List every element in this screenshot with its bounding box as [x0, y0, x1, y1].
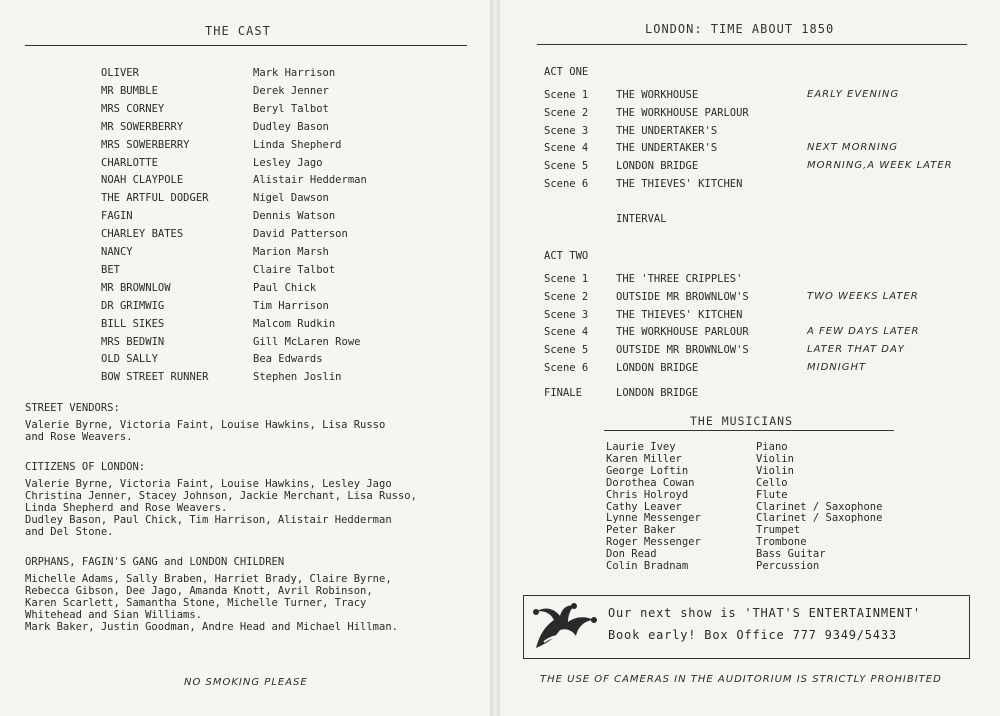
- cast-role: BOW STREET RUNNER: [101, 371, 209, 384]
- cast-actor: Beryl Talbot: [253, 102, 329, 115]
- cast-actor: David Patterson: [253, 228, 348, 241]
- cast-role: DR GRIMWIG: [101, 299, 165, 312]
- act-two-label: ACT TWO: [544, 250, 589, 262]
- musician-name: Chris Holroyd: [606, 488, 689, 501]
- cast-role: THE ARTFUL DODGER: [101, 192, 209, 205]
- cast-role: OLIVER: [101, 67, 139, 79]
- setting-title-rule: [537, 44, 967, 45]
- cast-actor: Mark Harrison: [253, 67, 336, 79]
- setting-title: LONDON: TIME ABOUT 1850: [645, 22, 835, 36]
- page-fold: [490, 0, 500, 716]
- scene-place: THE THIEVES' KITCHEN: [616, 308, 743, 321]
- musician-name: Dorothea Cowan: [606, 476, 695, 489]
- citizens-heading: CITIZENS OF LONDON:: [25, 461, 146, 473]
- cast-role: MR BUMBLE: [101, 84, 158, 97]
- cast-actor: Claire Talbot: [253, 263, 336, 276]
- left-page: [0, 0, 490, 716]
- musician-name: Roger Messenger: [606, 536, 701, 549]
- cast-role: MR SOWERBERRY: [101, 120, 184, 133]
- musicians-title: THE MUSICIANS: [690, 414, 794, 428]
- cast-actor: Alistair Hedderman: [253, 174, 367, 187]
- cast-actor: Marion Marsh: [253, 246, 329, 258]
- jester-hat-icon: [530, 602, 600, 652]
- cast-actor: Bea Edwards: [253, 353, 323, 366]
- musician-name: Laurie Ivey: [606, 441, 676, 453]
- musician-instrument: Bass Guitar: [756, 548, 826, 561]
- cast-role: NOAH CLAYPOLE: [101, 174, 184, 187]
- scene-scene: Scene 2: [544, 106, 589, 119]
- cast-role: MR BROWNLOW: [101, 281, 171, 294]
- cast-role: MRS SOWERBERRY: [101, 138, 190, 151]
- cast-actor: Dudley Bason: [253, 120, 329, 133]
- scene-place: THE 'THREE CRIPPLES': [616, 273, 743, 285]
- musician-name: George Loftin: [606, 464, 689, 477]
- next-show-line: Our next show is 'THAT'S ENTERTAINMENT': [608, 606, 921, 620]
- musician-instrument: Trumpet: [756, 524, 801, 537]
- musician-instrument: Cello: [756, 476, 788, 489]
- cast-actor: Gill McLaren Rowe: [253, 335, 361, 348]
- cast-actor: Linda Shepherd: [253, 138, 342, 151]
- act-one-label: ACT ONE: [544, 66, 589, 78]
- musician-instrument: Clarinet / Saxophone: [756, 512, 883, 525]
- cast-role: CHARLOTTE: [101, 156, 158, 169]
- scene-time: MORNING,A WEEK LATER: [807, 160, 953, 172]
- scene-scene: Scene 5: [544, 344, 589, 357]
- camera-notice: THE USE OF CAMERAS IN THE AUDITORIUM IS STRICTLY PROHIBITED: [540, 674, 942, 685]
- scene-scene: Scene 6: [544, 178, 589, 190]
- musician-name: Peter Baker: [606, 524, 676, 537]
- scene-place: THE UNDERTAKER'S: [616, 124, 718, 137]
- street-vendors-text: Valerie Byrne, Victoria Faint, Louise Hawkins, Lisa Russo and Rose Weavers.: [25, 419, 386, 443]
- cast-role: MRS CORNEY: [101, 102, 165, 115]
- musician-instrument: Trombone: [756, 536, 807, 549]
- musician-name: Don Read: [606, 548, 657, 561]
- scene-scene: Scene 4: [544, 142, 589, 155]
- cast-title-rule: [25, 45, 467, 46]
- scene-scene: Scene 5: [544, 160, 589, 173]
- next-show-box: [523, 595, 970, 659]
- cast-actor: Dennis Watson: [253, 210, 336, 223]
- musician-name: Colin Bradnam: [606, 560, 689, 572]
- scene-place: THE UNDERTAKER'S: [616, 142, 718, 155]
- scene-scene: Scene 1: [544, 89, 589, 101]
- cast-actor: Paul Chick: [253, 281, 317, 294]
- scene-scene: Scene 1: [544, 273, 589, 285]
- citizens-text: Valerie Byrne, Victoria Faint, Louise Hawkins, Lesley Jago Christina Jenner, Stacey Johnson, Jackie Merchant, Lisa Russo, Linda Shepherd and Rose Weavers. Dudley Bason, Paul Chick, Tim Harrison, Alistair Hedderman and Del Stone.: [25, 478, 417, 538]
- scene-place: THE WORKHOUSE PARLOUR: [616, 326, 749, 339]
- scene-time: LATER THAT DAY: [807, 344, 905, 356]
- scene-place: THE WORKHOUSE PARLOUR: [616, 106, 749, 119]
- no-smoking-notice: NO SMOKING PLEASE: [184, 677, 308, 688]
- cast-actor: Malcom Rudkin: [253, 317, 336, 330]
- finale-place: LONDON BRIDGE: [616, 387, 699, 399]
- cast-role: CHARLEY BATES: [101, 228, 184, 241]
- musician-instrument: Violin: [756, 464, 794, 477]
- scene-time: EARLY EVENING: [807, 89, 900, 100]
- musicians-title-rule: [604, 430, 894, 431]
- scene-place: LONDON BRIDGE: [616, 362, 699, 374]
- interval-label: INTERVAL: [616, 213, 667, 225]
- scene-scene: Scene 3: [544, 124, 589, 137]
- cast-role: BET: [101, 263, 120, 276]
- cast-role: FAGIN: [101, 210, 133, 223]
- orphans-heading: ORPHANS, FAGIN'S GANG and LONDON CHILDREN: [25, 556, 285, 568]
- scene-place: OUTSIDE MR BROWNLOW'S: [616, 344, 749, 357]
- musician-name: Lynne Messenger: [606, 512, 701, 525]
- cast-role: MRS BEDWIN: [101, 335, 165, 348]
- finale-label: FINALE: [544, 387, 582, 399]
- cast-actor: Derek Jenner: [253, 84, 329, 97]
- musician-name: Karen Miller: [606, 452, 682, 465]
- cast-role: NANCY: [101, 246, 133, 258]
- scene-scene: Scene 2: [544, 290, 589, 303]
- musician-instrument: Clarinet / Saxophone: [756, 500, 883, 513]
- scene-scene: Scene 3: [544, 308, 589, 321]
- musician-instrument: Percussion: [756, 560, 820, 572]
- musician-instrument: Flute: [756, 488, 788, 501]
- scene-time: TWO WEEKS LATER: [807, 290, 919, 302]
- scene-place: THE WORKHOUSE: [616, 89, 699, 101]
- scene-scene: Scene 4: [544, 326, 589, 339]
- cast-actor: Nigel Dawson: [253, 192, 329, 205]
- scene-place: OUTSIDE MR BROWNLOW'S: [616, 290, 749, 303]
- cast-role: OLD SALLY: [101, 353, 158, 366]
- cast-actor: Tim Harrison: [253, 299, 329, 312]
- musician-name: Cathy Leaver: [606, 500, 682, 513]
- cast-actor: Lesley Jago: [253, 156, 323, 169]
- cast-role: BILL SIKES: [101, 317, 165, 330]
- scene-scene: Scene 6: [544, 362, 589, 374]
- musician-instrument: Piano: [756, 441, 788, 453]
- scene-time: MIDNIGHT: [807, 362, 867, 373]
- cast-title: THE CAST: [205, 24, 271, 38]
- orphans-text: Michelle Adams, Sally Braben, Harriet Brady, Claire Byrne, Rebecca Gibson, Dee Jago, Amanda Knott, Avril Robinson, Karen Scarlett, Samantha Stone, Michelle Turner, Tracy Whitehead and Sian Williams. Mark Baker, Justin Goodman, Andre Head and Michael Hillman.: [25, 573, 398, 633]
- scene-time: A FEW DAYS LATER: [807, 326, 920, 338]
- scene-place: THE THIEVES' KITCHEN: [616, 178, 743, 190]
- scene-time: NEXT MORNING: [807, 142, 899, 154]
- cast-actor: Stephen Joslin: [253, 371, 342, 384]
- musician-instrument: Violin: [756, 452, 794, 465]
- box-office-line: Book early! Box Office 777 9349/5433: [608, 628, 897, 642]
- scene-place: LONDON BRIDGE: [616, 160, 699, 173]
- street-vendors-heading: STREET VENDORS:: [25, 402, 120, 414]
